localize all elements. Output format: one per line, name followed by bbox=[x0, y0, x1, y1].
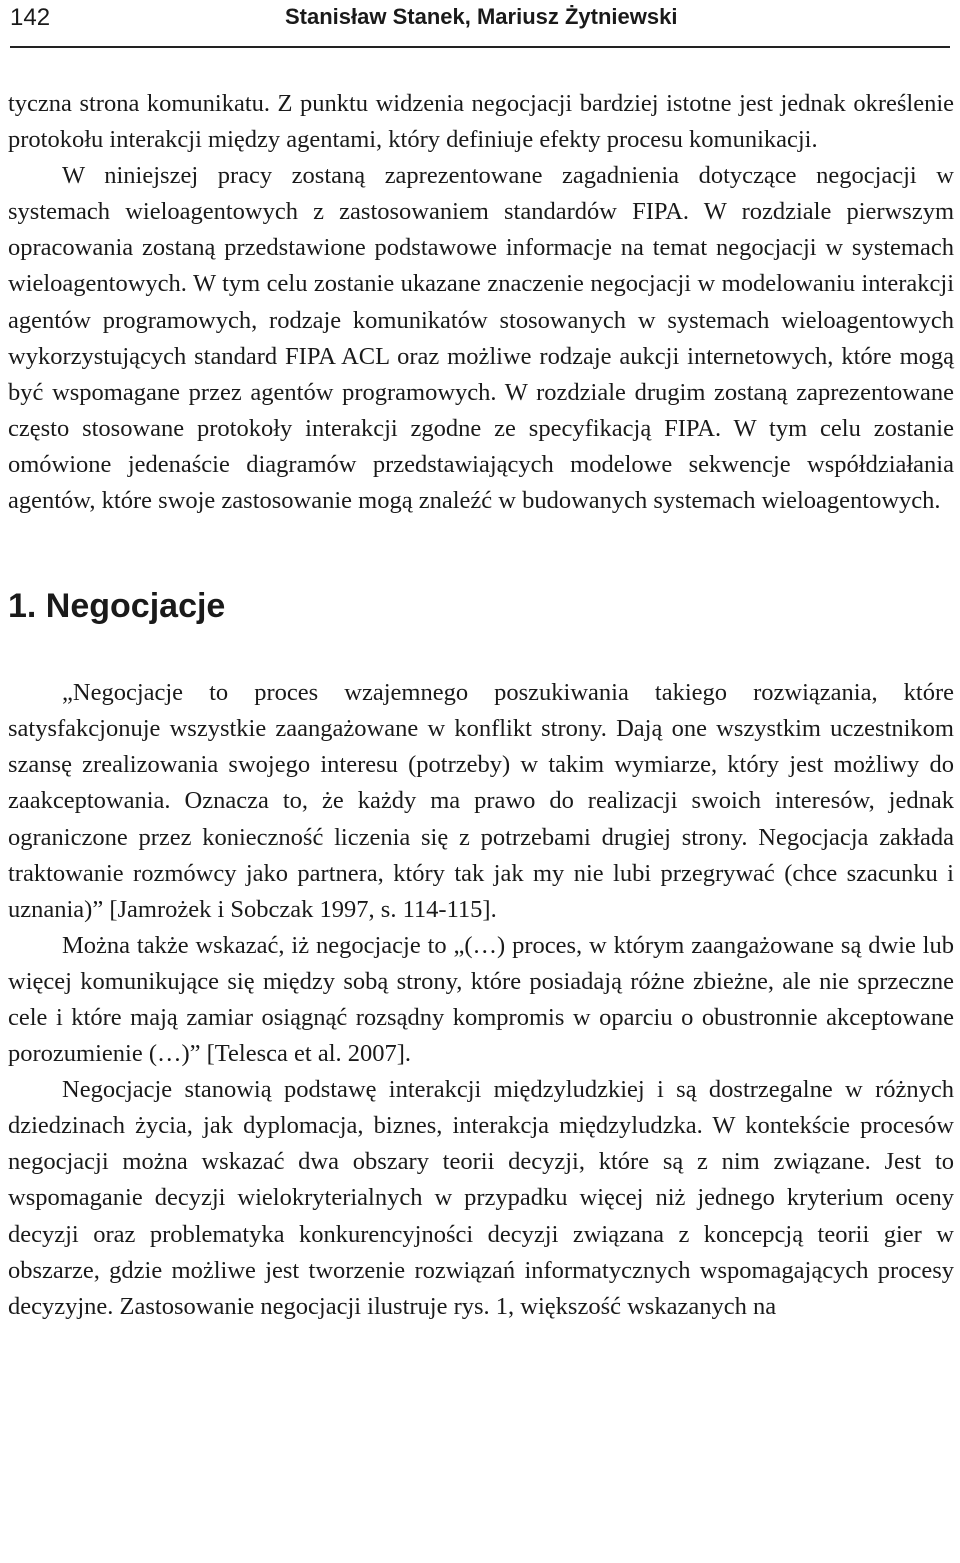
section-paragraph-definition: Można także wskazać, iż negocjacje to „(…) proces, w którym zaangażowane są dwie lub więcej komunikujące się między sobą strony, które posiadają różne zbieżne, ale nie sprzeczne cele i które mają zamiar osiągnąć rozsądny kompromis w oparciu o obustronnie akceptowane porozumienie (…)” [Telesca et al. 2007]. bbox=[8, 931, 954, 1068]
running-head: Stanisław Stanek, Mariusz Żytniewski bbox=[285, 4, 678, 29]
section-heading: 1. Negocjacje bbox=[8, 587, 226, 626]
page-header bbox=[10, 0, 950, 48]
page-number: 142 bbox=[10, 4, 51, 31]
page-content bbox=[8, 86, 954, 1325]
section-paragraph-quote: „Negocjacje to proces wzajemnego poszukiwania takiego rozwiązania, które satysfakcjonuje wszystkie zaangażowane w konflikt strony. Dają one wszystkim uczestnikom szansę zrealizowania swojego interesu (potrzeby) w takim wymiarze, który jest możliwy do zaakceptowania. Oznacza to, że każdy ma prawo do realizacji swoich interesów, jednak ograniczone przez konieczność liczenia się z potrzebami drugiej strony. Negocjacja zakłada traktowanie rozmówcy jako partnera, który tak jak my nie lubi przegrywać (chce szacunku i uznania)” [Jamrożek i Sobczak 1997, s. 114-115]. bbox=[8, 679, 954, 923]
intro-paragraph: W niniejszej pracy zostaną zaprezentowane zagadnienia dotyczące negocjacji w systemach wieloagentowych z zastosowaniem standardów FIPA. W rozdziale pierwszym opracowania zostaną przedstawione podstawowe informacje na temat negocjacji w systemach wieloagentowych. W tym celu zostanie ukazane znaczenie negocjacji w modelowaniu interakcji agentów programowych, rodzaje komunikatów stosowanych w systemach wieloagentowych wykorzystujących standard FIPA ACL oraz możliwe rodzaje aukcji internetowych, które mogą być wspomagane przez agentów programowych. W rozdziale drugim zostaną zaprezentowane często stosowane protokoły interakcji zgodne ze specyfikacją FIPA. W tym celu zostanie omówione jedenaście diagramów przedstawiających modelowe sekwencje współdziałania agentów, które swoje zastosowanie mogą znaleźć w budowanych systemach wieloagentowych. bbox=[8, 162, 954, 515]
section-paragraph-context: Negocjacje stanowią podstawę interakcji międzyludzkiej i są dostrzegalne w różnych dziedzinach życia, jak dyplomacja, biznes, interakcja międzyludzka. W kontekście procesów negocjacji można wskazać dwa obszary teorii decyzji, które są z nim związane. Jest to wspomaganie decyzji wielokryterialnych w przypadku więcej niż jednego kryterium oceny decyzji oraz problematyka konkurencyjności decyzji związana z koncepcją teorii gier w obszarze, gdzie możliwe jest tworzenie rozwiązań informatycznych wspomagających procesy decyzyjne. Zastosowanie negocjacji ilustruje rys. 1, większość wskazanych na bbox=[8, 1076, 954, 1320]
intro-paragraph-continued: tyczna strona komunikatu. Z punktu widzenia negocjacji bardziej istotne jest jednak określenie protokołu interakcji między agentami, który definiuje efekty procesu komunikacji. bbox=[8, 90, 954, 154]
